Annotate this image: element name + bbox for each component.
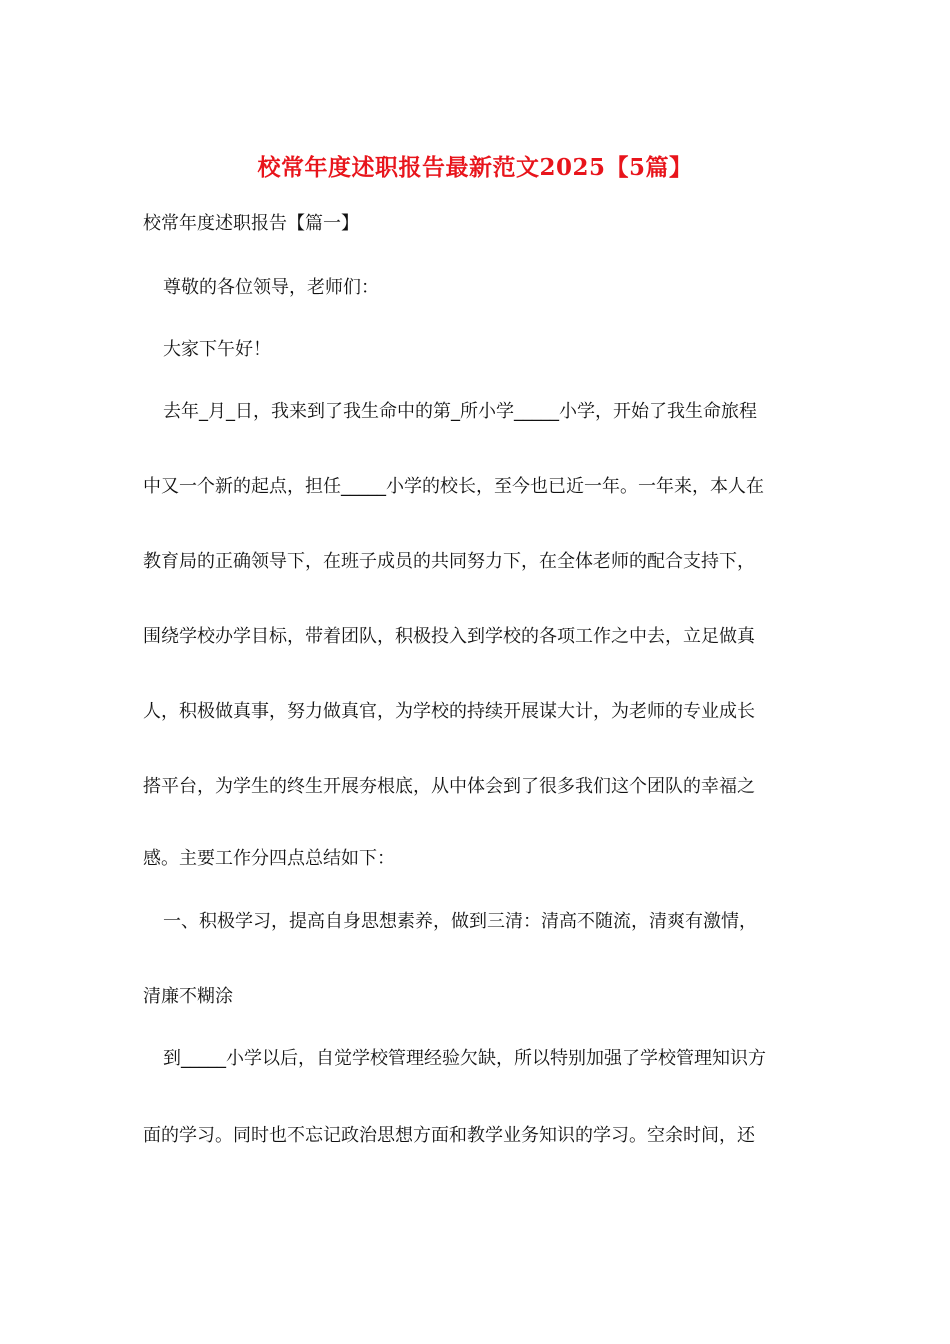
text-line: 清廉不糊涂: [143, 986, 233, 1007]
text-line: 围绕学校办学目标，带着团队，积极投入到学校的各项工作之中去，立足做真: [143, 626, 755, 647]
text-line: 一、积极学习，提高自身思想素养，做到三清：清高不随流，清爽有激情，: [163, 911, 757, 932]
text-line: 搭平台，为学生的终生开展夯根底，从中体会到了很多我们这个团队的幸福之: [143, 776, 755, 797]
text-line: 尊敬的各位领导，老师们：: [163, 277, 379, 298]
text-line: 人，积极做真事，努力做真官，为学校的持续开展谋大计，为老师的专业成长: [143, 701, 755, 722]
document-title: 校常年度述职报告最新范文2025【5篇】: [257, 154, 693, 181]
text-line: 中又一个新的起点，担任_____小学的校长，至今也已近一年。一年来，本人在: [143, 476, 764, 497]
text-line: 大家下午好！: [163, 339, 271, 360]
text-line: 感。主要工作分四点总结如下：: [143, 848, 395, 869]
text-line: 去年_月_日，我来到了我生命中的第_所小学_____小学，开始了我生命旅程: [163, 401, 757, 422]
section-heading: 校常年度述职报告【篇一】: [143, 213, 359, 234]
text-line: 到_____小学以后，自觉学校管理经验欠缺，所以特别加强了学校管理知识方: [163, 1048, 766, 1069]
text-line: 面的学习。同时也不忘记政治思想方面和教学业务知识的学习。空余时间，还: [143, 1125, 755, 1146]
text-line: 教育局的正确领导下，在班子成员的共同努力下，在全体老师的配合支持下，: [143, 551, 755, 572]
